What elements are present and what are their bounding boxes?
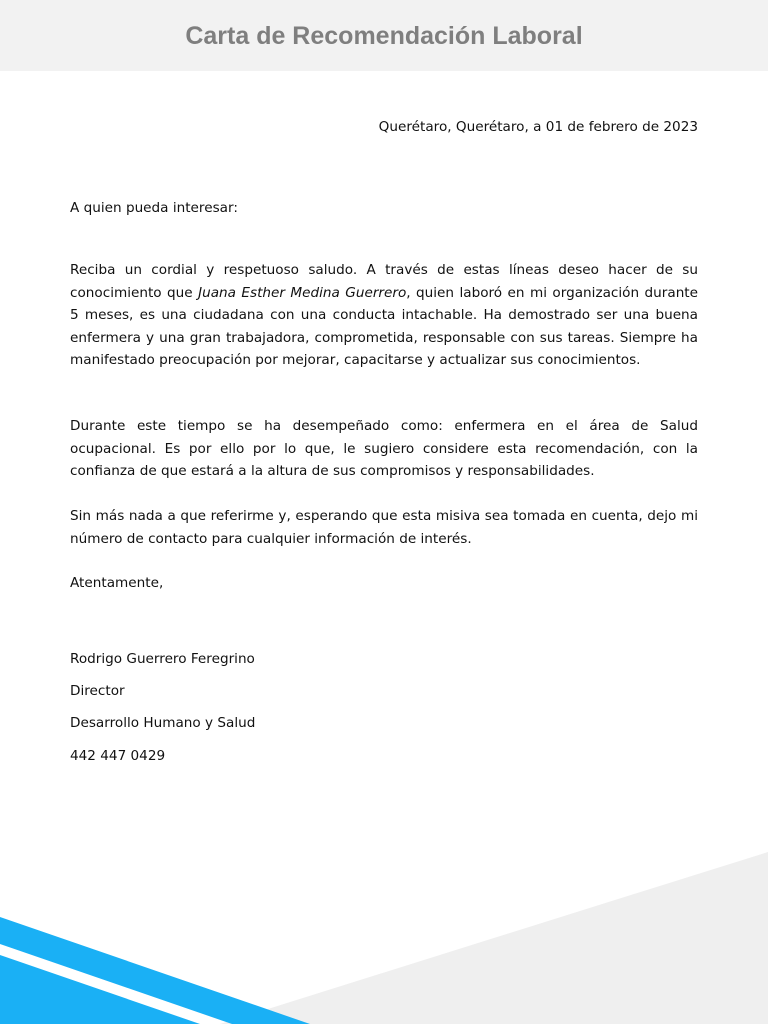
paragraph-contact: Sin más nada a que referirme y, esperando que esta misiva sea tomada en cuenta, dejo mi número de contacto para cualquier información de interés. (70, 508, 698, 547)
paragraph-intro-start: Reciba un cordial y respetuoso saludo. A través de estas líneas deseo hacer de su conocimiento que (70, 262, 698, 301)
salutation: A quien pueda interesar: (70, 200, 238, 216)
paragraph-intro-end: , quien laboró en mi organización durante 5 meses, es una ciudadana con una conducta intachable. Ha demostrado ser una buena enfermera y una gran trabajadora, comprometida, responsable con sus tareas. Siempre ha manifestado preocupación por mejorar, capacitarse y actualizar sus conocimientos. (70, 284, 698, 368)
gray-corner-shape (220, 852, 768, 1024)
signature-department: Desarrollo Humano y Salud (70, 715, 256, 731)
paragraph-role: Durante este tiempo se ha desempeñado como: enfermera en el área de Salud ocupacional. Es por ello por lo que, le sugiero considere esta recomendación, con la confianza de que estará a la altura de sus compromisos y responsabilidades. (70, 418, 698, 479)
paragraph-intro (70, 259, 698, 372)
closing: Atentamente, (70, 575, 164, 591)
blue-stripe-lower (0, 955, 200, 1024)
blue-stripe-upper (0, 917, 310, 1024)
signature-phone: 442 447 0429 (70, 748, 166, 764)
page-title: Carta de Recomendación Laboral (185, 22, 583, 50)
signature-name: Rodrigo Guerrero Feregrino (70, 651, 255, 667)
date-line: Querétaro, Querétaro, a 01 de febrero de 2023 (378, 119, 698, 135)
signature-position: Director (70, 683, 125, 699)
candidate-name: Juana Esther Medina Guerrero (198, 284, 407, 301)
